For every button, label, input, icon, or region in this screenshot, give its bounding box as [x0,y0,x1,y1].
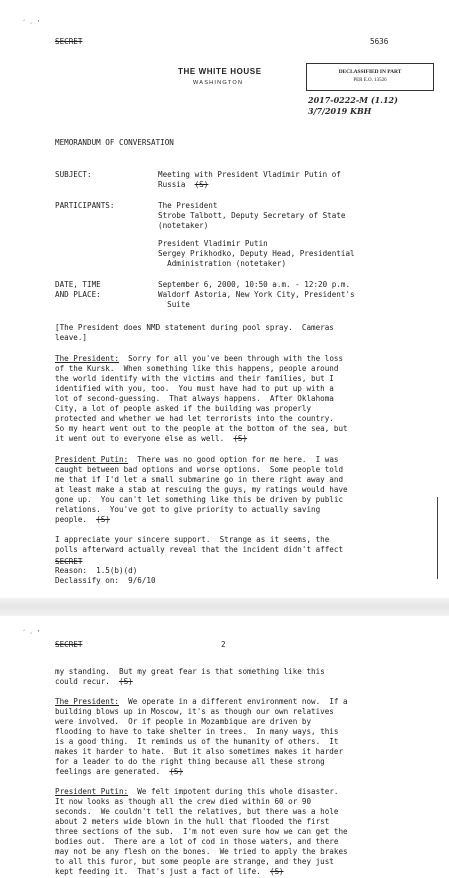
paragraph-line: flooding to have to take shelter in trees. In many ways, this [55,727,339,736]
participants-label: PARTICIPANTS: [55,201,115,210]
footer-reason: Reason: 1.5(b)(d) [55,566,138,575]
participant-line: Administration (notetaker) [158,259,287,268]
date-line: September 6, 2000, 10:50 a.m. - 12:20 p.m. [158,280,351,289]
date-label-2: AND PLACE: [55,290,101,299]
paragraph-line: caught between bad options and worse options. Some people told [55,465,344,474]
classification-marking: (S) [169,767,184,776]
speaker-label: The President: [55,697,120,706]
document-number: 5636 [370,37,389,46]
paragraph-line: I appreciate your sincere support. Strange as it seems, the [55,535,330,544]
classification-header: SECRET [55,37,83,46]
paragraph-line: may not be any flesh on the bones. We tried to apply the brakes [55,847,348,856]
paragraph-line: polls afterward actually reveal that the incident didn't affect [55,545,344,554]
declassified-stamp-line2: PER E.O. 13526 [353,78,387,83]
paragraph-line: identified with you, too. You must have had to put up with a [55,384,334,393]
participant-line: The President [158,201,218,210]
paragraph-line: It now looks as though all the crew died within 60 or 90 [55,797,312,806]
paragraph-line: three sections of the sub. I'm not even sure how we can get the [55,827,348,836]
paragraph-line: for a leader to do the right thing because all these strong [55,757,325,766]
paragraph-line: people. (S) [55,515,110,524]
speaker-label: President Putin: [55,455,129,464]
intro-note-2: leave.] [55,333,88,342]
footer-declassify: Declassify on: 9/6/10 [55,576,156,585]
paragraph-line: could recur. (S) [55,677,133,686]
paragraph-line: were involved. Or if people in Mozambique are driven by [55,717,312,726]
paragraph-line: makes it harder to hate. But it also sometimes makes it harder [55,747,344,756]
classification-marking: (S) [119,677,133,686]
paragraph-line: feelings are generated. (S) [55,767,184,776]
scan-artifact-line [437,497,438,579]
paragraph-line: seconds. We couldn't tell the relatives, but there was a hole [55,807,339,816]
paragraph-line: lot of second-guessing. That always happens. After Oklahoma [55,394,334,403]
letterhead-city: WASHINGTON [193,80,244,86]
paragraph-line: me that if I'd let a small submarine go in there right away and [55,475,344,484]
paragraph-line: gone up. You can't let something like this be driven by public [55,495,344,504]
date-line: Waldorf Astoria, New York City, President's [158,290,355,299]
paragraph-line: is a good thing. It reminds us of the humanity of others. It [55,737,339,746]
paragraph-line: to all this furor, but some people are strange, and they just [55,857,334,866]
paragraph-line: the world identify with the victims and their families, but I [55,374,334,383]
handwritten-reference: 2017-0222-M (1.12) [308,95,398,105]
subject-line-2: Russia (S) [158,180,209,189]
participant-line: President Vladimir Putin [158,239,268,248]
declassified-stamp-line1: DECLASSIFIED IN PART [338,69,402,75]
classification-marking: (S) [96,515,110,524]
participant-line: Strobe Talbott, Deputy Secretary of State [158,211,346,220]
paragraph-line: The President: Sorry for all you've been through with the loss [55,354,344,363]
paragraph-line: City, a lot of people asked if the building was properly [55,404,312,413]
date-line: Suite [158,300,191,309]
page-separator [0,598,449,616]
classification-marking: (S) [269,867,284,876]
subject-line-1: Meeting with President Vladimir Putin of [158,170,341,179]
paragraph-line: of the Kursk. When something like this happens, people around [55,364,339,373]
speaker-label: The President: [55,354,120,363]
paragraph-line: it went out to everyone else as well. (S) [55,434,248,443]
scan-corner-marks: ´ · ’ [22,20,41,27]
intro-note-1: [The President does NMD statement during pool spray. Cameras [55,323,334,332]
letterhead-title: THE WHITE HOUSE [178,67,262,76]
participant-line: Sergey Prikhodko, Deputy Head, Presidential [158,249,355,258]
subject-label: SUBJECT: [55,170,92,179]
paragraph-line: bodies out. There are a lot of cod in those waters, and there [55,837,339,846]
paragraph-line: at least make a stab at rescuing the guys, my ratings would have [55,485,348,494]
paragraph-line: President Putin: We felt impotent during this whole disaster. [55,787,339,796]
memo-type: MEMORANDUM OF CONVERSATION [55,138,174,147]
paragraph-line: President Putin: There was no good option for me here. I was [55,455,339,464]
footer-classification: SECRET [55,557,83,566]
document-page-2 [0,616,449,878]
speaker-label: President Putin: [55,787,129,796]
paragraph-line: kept feeding it. That's just a fact of life. (S) [55,867,284,876]
declassified-stamp [306,63,434,91]
classification-marking: (S) [194,180,209,189]
paragraph-line: The President: We operate in a different environment now. If a [55,697,348,706]
paragraph-line: building blows up in Moscow, it's as though our own relatives [55,707,334,716]
handwritten-date: 3/7/2019 KBH [308,106,372,116]
paragraph-line: So my heart went out to the people at the bottom of the sea, but [55,424,348,433]
paragraph-line: my standing. But my great fear is that something like this [55,667,325,676]
paragraph-line: relations. You've got to give priority to actually saving [55,505,321,514]
scan-corner-marks: ´ · ’ [22,630,41,637]
participant-line: (notetaker) [158,221,209,230]
classification-marking: (S) [233,434,248,443]
paragraph-line: about 2 meters wide blown in the hull that flooded the first [55,817,330,826]
page-number: 2 [221,640,226,649]
date-label-1: DATE, TIME [55,280,101,289]
classification-header: SECRET [55,640,83,649]
paragraph-line: protected and whether we had let terrorists into the country. [55,414,334,423]
